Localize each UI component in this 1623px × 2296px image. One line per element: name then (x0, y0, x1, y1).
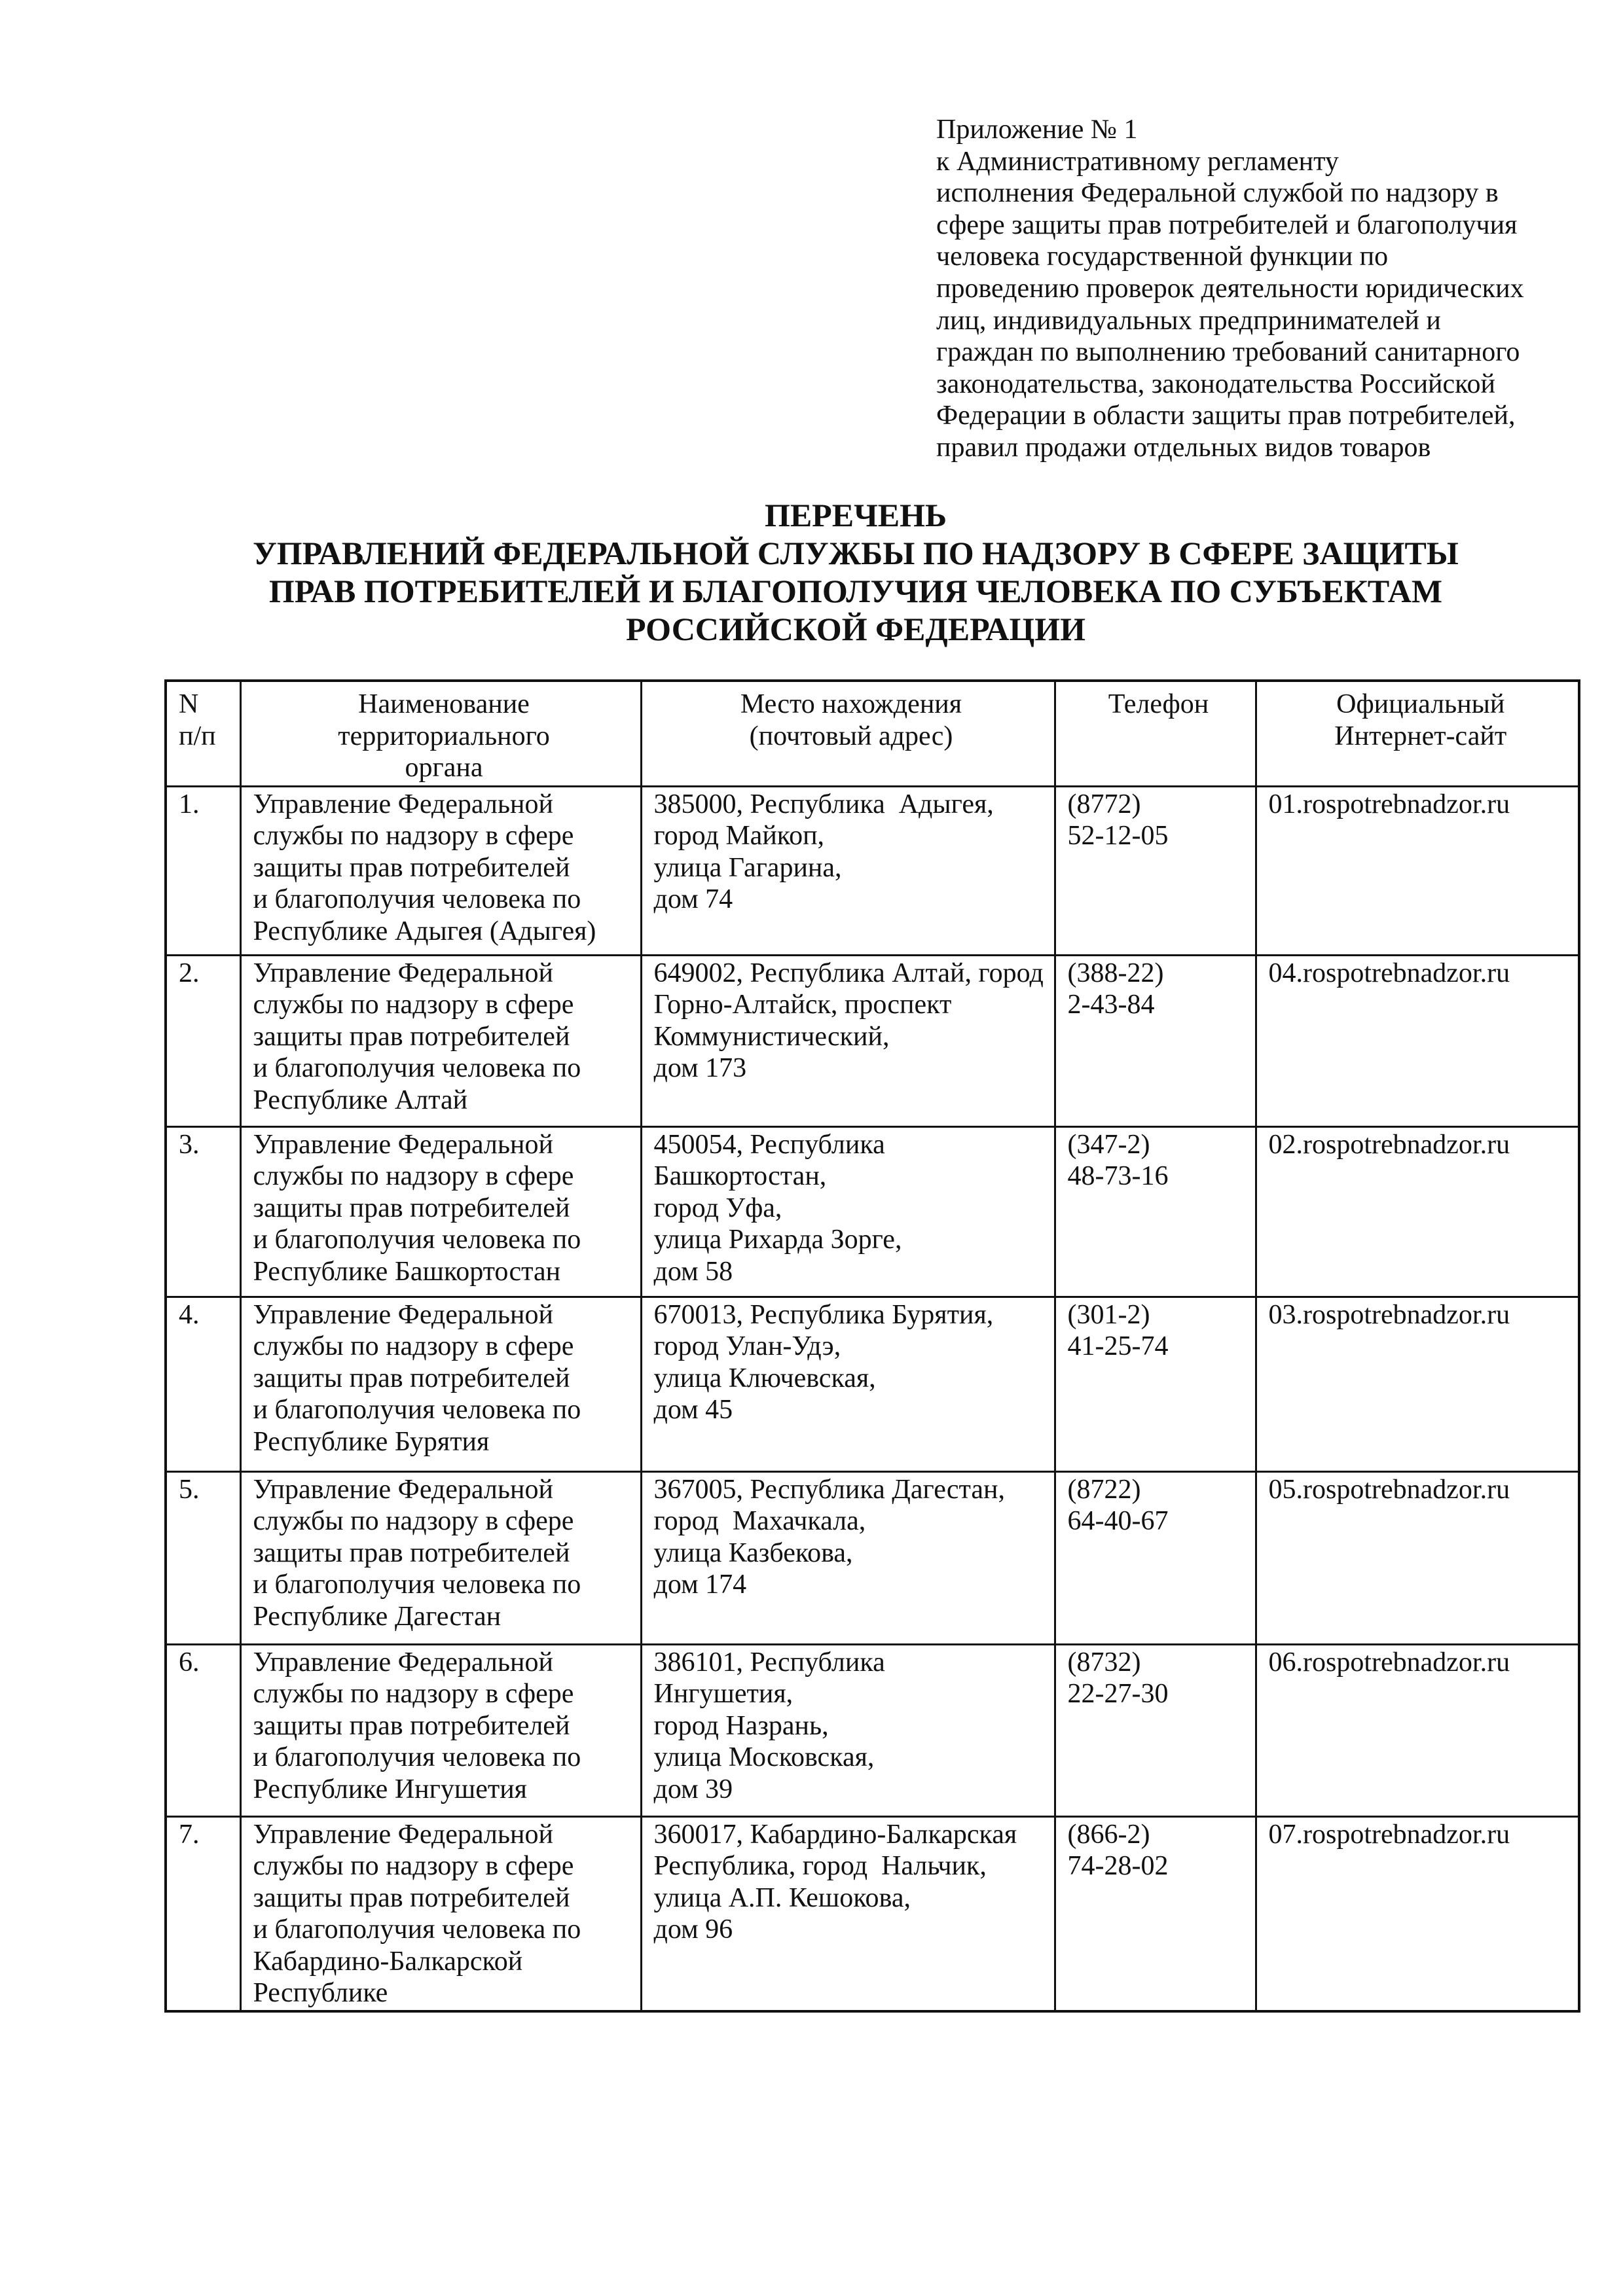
phone-number: (8722) 64-40-67 (1055, 1471, 1256, 1644)
appendix-line: сфере защиты прав потребителей и благополучия (936, 209, 1518, 240)
website: 03.rospotrebnadzor.ru (1256, 1297, 1579, 1471)
row-number: 5. (166, 1471, 240, 1644)
appendix-line: исполнения Федеральной службой по надзору в (936, 178, 1499, 209)
table-row (166, 1816, 1579, 2011)
appendix-line: Приложение № 1 (936, 115, 1138, 145)
organ-name: Управление Федеральной службы по надзору в сфере защиты прав потребителей и благополучия человека по Республике Алтай (240, 955, 641, 1126)
appendix-line: лиц, индивидуальных предпринимателей и (936, 305, 1441, 336)
appendix-line: законодательства, законодательства Российской (936, 368, 1495, 399)
agencies-table (164, 679, 1580, 2013)
phone-number: (388-22) 2-43-84 (1055, 955, 1256, 1126)
column-header-site: Официальный Интернет-сайт (1256, 681, 1579, 786)
postal-address: 670013, Республика Бурятия, город Улан-Удэ, улица Ключевская, дом 45 (641, 1297, 1055, 1471)
column-header-address: Место нахождения (почтовый адрес) (641, 681, 1055, 786)
title-line: УПРАВЛЕНИЙ ФЕДЕРАЛЬНОЙ СЛУЖБЫ ПО НАДЗОРУ В СФЕРЕ ЗАЩИТЫ (253, 535, 1459, 571)
postal-address: 385000, Республика Адыгея, город Майкоп, улица Гагарина, дом 74 (641, 786, 1055, 955)
phone-number: (8772) 52-12-05 (1055, 786, 1256, 955)
table-row (166, 1471, 1579, 1644)
appendix-line: человека государственной функции по (936, 242, 1389, 272)
phone-number: (866-2) 74-28-02 (1055, 1816, 1256, 2011)
column-header-name: Наименование территориального органа (240, 681, 641, 786)
column-header-number: N п/п (166, 681, 240, 786)
table-header-row (166, 681, 1579, 786)
column-header-phone: Телефон (1055, 681, 1256, 786)
postal-address: 649002, Республика Алтай, город Горно-Алтайск, проспект Коммунистический, дом 173 (641, 955, 1055, 1126)
phone-number: (301-2) 41-25-74 (1055, 1297, 1256, 1471)
appendix-line: правил продажи отдельных видов товаров (936, 432, 1431, 463)
postal-address: 367005, Республика Дагестан, город Махачкала, улица Казбекова, дом 174 (641, 1471, 1055, 1644)
organ-name: Управление Федеральной службы по надзору в сфере защиты прав потребителей и благополучия человека по Республике Бурятия (240, 1297, 641, 1471)
website: 04.rospotrebnadzor.ru (1256, 955, 1579, 1126)
row-number: 3. (166, 1126, 240, 1297)
postal-address: 386101, Республика Ингушетия, город Назрань, улица Московская, дом 39 (641, 1644, 1055, 1816)
title-line: ПРАВ ПОТРЕБИТЕЛЕЙ И БЛАГОПОЛУЧИЯ ЧЕЛОВЕКА ПО СУБЪЕКТАМ (268, 573, 1443, 609)
postal-address: 360017, Кабардино-Балкарская Республика, город Нальчик, улица А.П. Кешокова, дом 96 (641, 1816, 1055, 2011)
organ-name: Управление Федеральной службы по надзору в сфере защиты прав потребителей и благополучия человека по Республике Башкортостан (240, 1126, 641, 1297)
document-title (196, 496, 1515, 648)
table-row (166, 1297, 1579, 1471)
table-row (166, 786, 1579, 955)
appendix-block (936, 114, 1524, 464)
title-line: РОССИЙСКОЙ ФЕДЕРАЦИИ (625, 611, 1086, 647)
organ-name: Управление Федеральной службы по надзору в сфере защиты прав потребителей и благополучия человека по Кабардино-Балкарской Республике (240, 1816, 641, 2011)
row-number: 1. (166, 786, 240, 955)
website: 05.rospotrebnadzor.ru (1256, 1471, 1579, 1644)
organ-name: Управление Федеральной службы по надзору в сфере защиты прав потребителей и благополучия человека по Республике Адыгея (Адыгея) (240, 786, 641, 955)
postal-address: 450054, Республика Башкортостан, город Уфа, улица Рихарда Зорге, дом 58 (641, 1126, 1055, 1297)
table-row (166, 955, 1579, 1126)
appendix-line: Федерации в области защиты прав потребителей, (936, 401, 1516, 431)
organ-name: Управление Федеральной службы по надзору в сфере защиты прав потребителей и благополучия человека по Республике Ингушетия (240, 1644, 641, 1816)
row-number: 2. (166, 955, 240, 1126)
appendix-line: проведению проверок деятельности юридических (936, 273, 1524, 304)
table-row (166, 1126, 1579, 1297)
organ-name: Управление Федеральной службы по надзору в сфере защиты прав потребителей и благополучия человека по Республике Дагестан (240, 1471, 641, 1644)
website: 06.rospotrebnadzor.ru (1256, 1644, 1579, 1816)
website: 07.rospotrebnadzor.ru (1256, 1816, 1579, 2011)
website: 01.rospotrebnadzor.ru (1256, 786, 1579, 955)
title-heading: ПЕРЕЧЕНЬ (764, 497, 947, 533)
appendix-line: к Административному регламенту (936, 146, 1339, 177)
table-row (166, 1644, 1579, 1816)
row-number: 7. (166, 1816, 240, 2011)
row-number: 4. (166, 1297, 240, 1471)
website: 02.rospotrebnadzor.ru (1256, 1126, 1579, 1297)
phone-number: (347-2) 48-73-16 (1055, 1126, 1256, 1297)
row-number: 6. (166, 1644, 240, 1816)
appendix-line: граждан по выполнению требований санитарного (936, 337, 1520, 368)
phone-number: (8732) 22-27-30 (1055, 1644, 1256, 1816)
